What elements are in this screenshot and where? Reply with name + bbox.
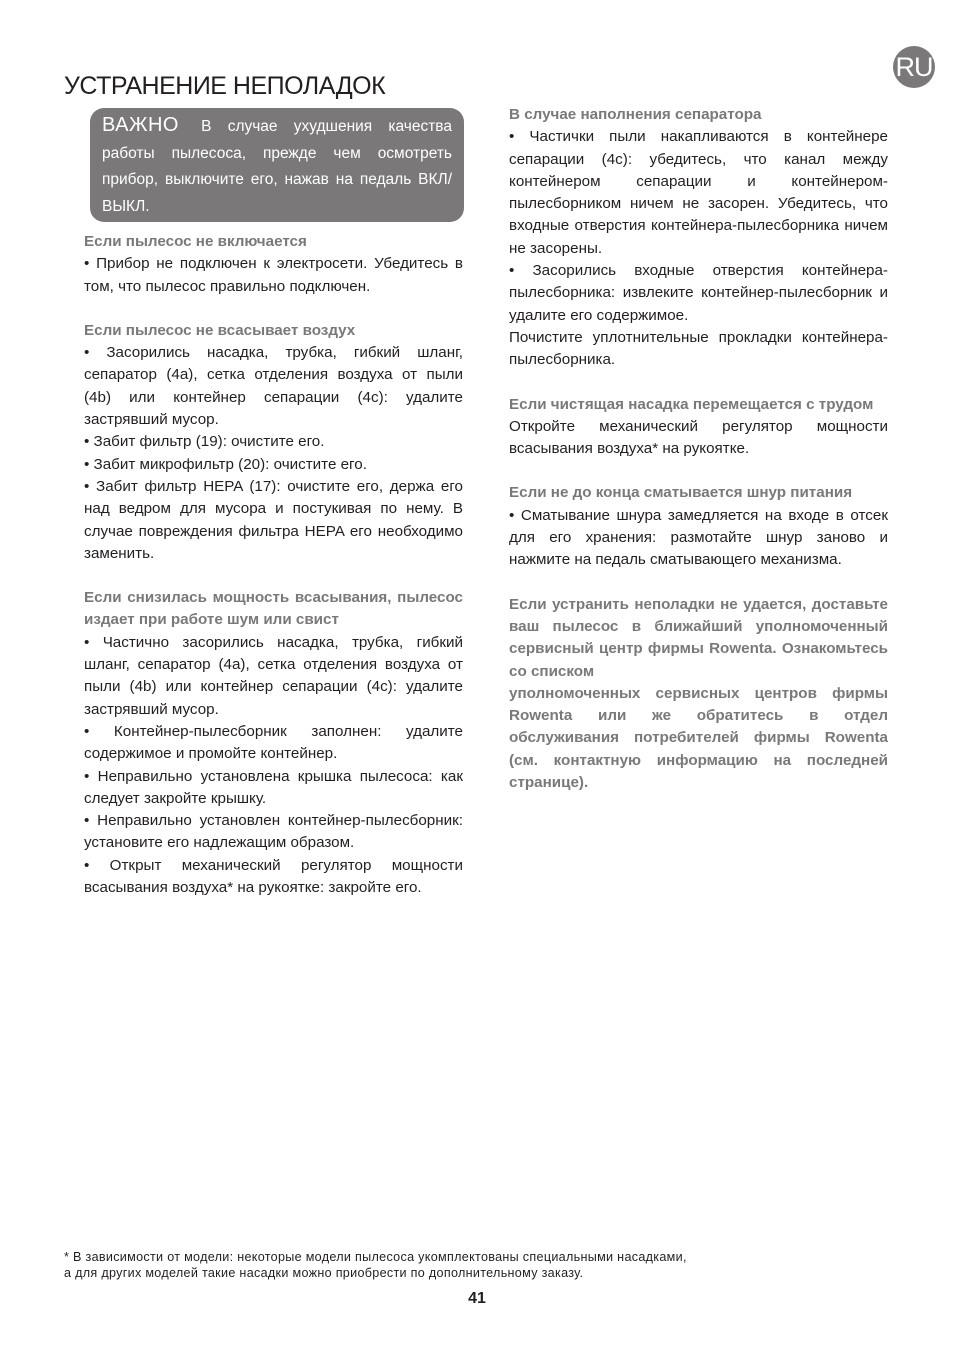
section-heading: Если не до конца сматывается шнур питания <box>509 484 853 502</box>
section-paragraph: • Сматывание шнура замедляется на входе в отсек для его хранения: размотайте шнур заново и нажмите на педаль сматывающего механизма. <box>509 506 888 569</box>
important-notice <box>90 108 464 222</box>
footnote-line: а для других моделей такие насадки можно приобрести по дополнительному заказу. <box>64 1265 584 1280</box>
section-nozzle-hard-to-move <box>509 394 888 461</box>
section-no-suction <box>84 320 463 565</box>
section-paragraph: • Открыт механический регулятор мощности всасывания воздуха* на рукоятке: закройте его. <box>84 856 463 897</box>
left-column <box>84 231 463 921</box>
section-paragraph: • Забит микрофильтр (20): очистите его. <box>84 455 367 473</box>
section-paragraph: • Засорились входные отверстия контейнера-пылесборника: извлеките контейнер-пылесборник и удалите его содержимое. <box>509 262 888 324</box>
page-number: 41 <box>468 1290 486 1307</box>
section-not-switching-on <box>84 231 463 298</box>
section-paragraph: • Частички пыли накапливаются в контейнере сепарации (4c): убедитесь, что канал между контейнером сепарации и контейнером-пылесборником ничем не засорен. Убедитесь, что входные отверстия контейнера-пылесборника ничем не засорены. <box>509 128 888 257</box>
right-column <box>509 104 888 816</box>
section-reduced-power <box>84 587 463 899</box>
footnote-line: * В зависимости от модели: некоторые модели пылесоса укомплектованы специальными насадками, <box>64 1250 687 1264</box>
section-paragraph: • Неправильно установлена крышка пылесоса: как следует закройте крышку. <box>84 767 463 807</box>
section-heading: Если чистящая насадка перемещается с трудом <box>509 395 874 413</box>
section-paragraph: • Частично засорились насадка, трубка, гибкий шланг, сепаратор (4a), сетка отделения воздуха от пыли (4b) или контейнер сепарации (4c): удалите застрявший мусор. <box>84 633 463 718</box>
section-heading: Если снизилась мощность всасывания, пылесос издает при работе шум или свист <box>84 589 463 629</box>
section-paragraph: • Неправильно установлен контейнер-пылесборник: установите его надлежащим образом. <box>84 812 463 852</box>
page-title: УСТРАНЕНИЕ НЕПОЛАДОК <box>64 72 386 100</box>
section-heading: В случае наполнения сепаратора <box>509 106 762 123</box>
footnote <box>64 1250 884 1281</box>
section-paragraph: • Засорились насадка, трубка, гибкий шланг, сепаратор (4a), сетка отделения воздуха от пыли (4b) или контейнер сепарации (4c): удалите застрявший мусор. <box>84 344 463 429</box>
language-badge: RU <box>893 46 935 88</box>
section-paragraph: • Забит фильтр HEPA (17): очистите его, держа его над ведром для мусора и постукивая по нему. В случае повреждения фильтра HEPA его необходимо заменить. <box>84 477 463 562</box>
important-label: ВАЖНО <box>102 114 179 136</box>
final-note-line: Если устранить неполадки не удается, доставьте ваш пылесос в ближайший уполномоченный сервисный центр фирмы Rowenta. Ознакомьтесь со списком <box>509 595 888 680</box>
section-paragraph: • Прибор не подключен к электросети. Убедитесь в том, что пылесос правильно подключен. <box>84 255 463 295</box>
section-paragraph: • Контейнер-пылесборник заполнен: удалите содержимое и промойте контейнер. <box>84 722 463 763</box>
service-center-note <box>509 594 888 795</box>
section-paragraph: • Забит фильтр (19): очистите его. <box>84 433 325 451</box>
section-separator-full <box>509 104 888 372</box>
section-paragraph: Почистите уплотнительные прокладки контейнера-пылесборника. <box>509 328 888 369</box>
important-text: В случае ухудшения качества работы пылесоса, прежде чем осмотреть прибор, выключите его, нажав на педаль ВКЛ/ВЫКЛ. <box>102 118 452 215</box>
final-note-line: уполномоченных сервисных центров фирмы Rowenta или же обратитесь в отдел обслуживания потребителей фирмы Rowenta (см. контактную информацию на последней странице). <box>509 684 888 792</box>
section-paragraph: Откройте механический регулятор мощности всасывания воздуха* на рукоятке. <box>509 417 888 458</box>
section-heading: Если пылесос не включается <box>84 233 307 250</box>
section-cord-not-rewinding <box>509 482 888 571</box>
section-heading: Если пылесос не всасывает воздух <box>84 321 356 339</box>
